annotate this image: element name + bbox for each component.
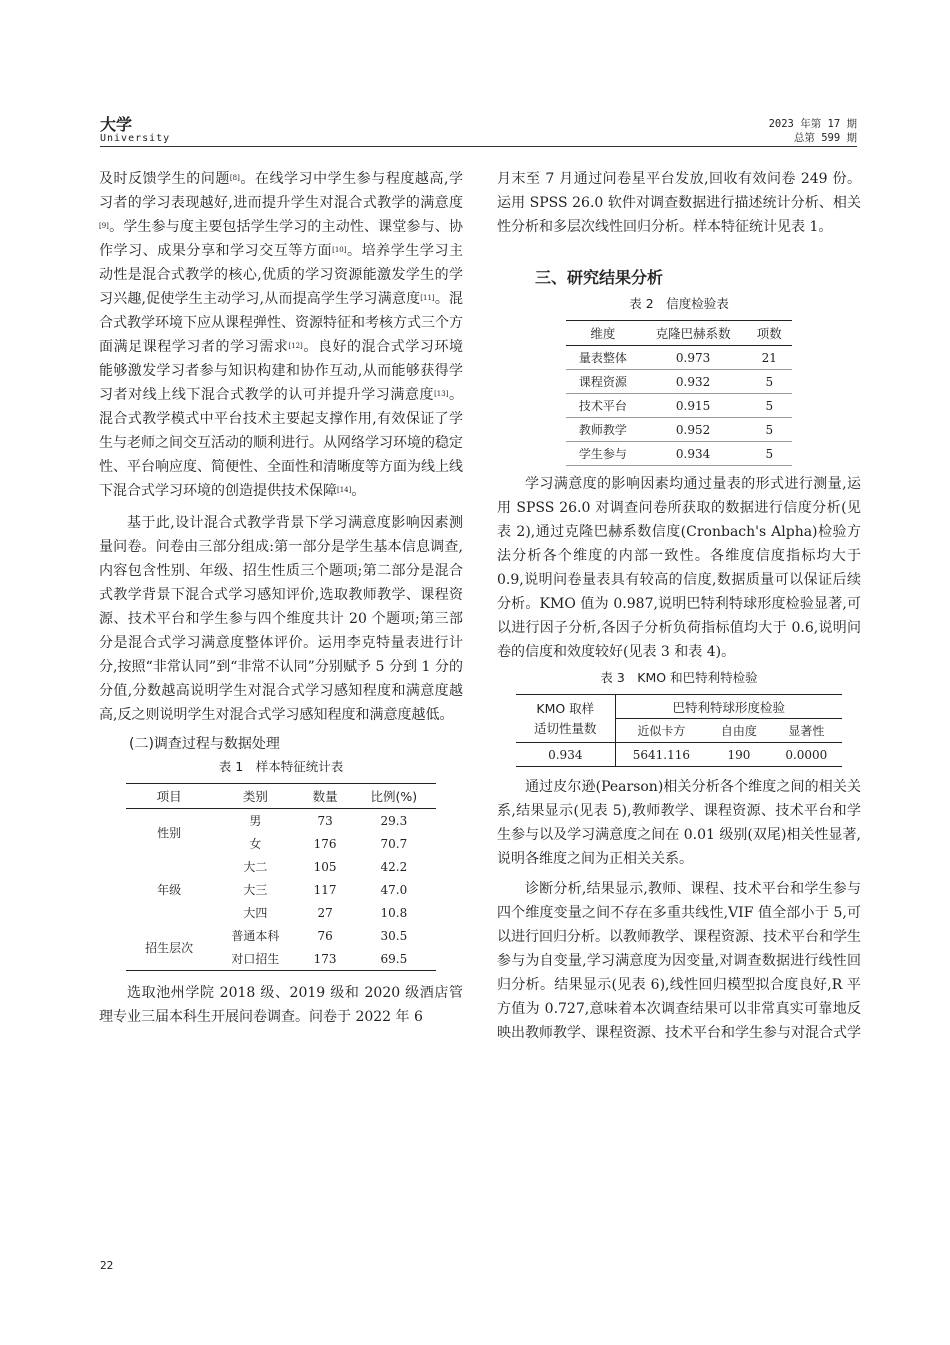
table-row: 教师教学 0.952 5 bbox=[566, 418, 792, 442]
journal-title: 大学 bbox=[100, 115, 133, 134]
table-row: 年级 大二 105 42.2 bbox=[157, 859, 408, 897]
paragraph: 通过皮尔逊(Pearson)相关分析各个维度之间的相关关系,结果显示(见表 5),教师教学、课程资源、技术平台和学生参与以及学习满意度之间在 0.01 级别(双尾)相关性显著,说明各维度之间为正相关关系。 bbox=[497, 779, 861, 867]
table-row: 量表整体 0.973 21 bbox=[566, 346, 792, 370]
paragraph: 基于此,设计混合式教学背景下学习满意度影响因素测量问卷。问卷由三部分组成:第一部分是学生基本信息调查,内容包含性别、年级、招生性质三个题项;第二部分是混合式教学背景下混合式学习感知评价,选取教师教学、课程资源、技术平台和学生参与四个维度共计 20 个题项;第三部分是混合式学习满意度整体评价。运用李克特量表进行计分,按照“非常认同”到“非常不认同”分别赋予 5 分到 1 分的分值,分数越高说明学生对混合式学习感知程度和满意度越高,反之则说明学生对混合式学习感知程度和满意度越低。 bbox=[99, 515, 463, 723]
paragraph: 及时反馈学生的问题[8]。在线学习中学生参与程度越高,学习者的学习表现越好,进而提升学生对混合式教学的满意度[9]。学生参与度主要包括学生学习的主动性、课堂参与、协作学习、成果分享和学习交互等方面[10]。培养学生学习主动性是混合式教学的核心,优质的学习资源能激发学生的学习兴趣,促使学生主动学习,从而提高学生学习满意度[11]。混合式教学环境下应从课程弹性、资源特征和考核方式三个方面满足课程学习者的学习需求[12]。良好的混合式学习环境能够激发学习者参与知识构建和协作互动,从而能够获得学习者对线上线下混合式教学的认可并提升学习满意度[13]。混合式教学模式中平台技术主要起支撑作用,有效保证了学生与老师之间交互活动的顺利进行。从网络学习环境的稳定性、平台响应度、简便性、全面性和清晰度等方面为线上线下混合式学习环境的创造提供技术保障[14]。 bbox=[99, 171, 464, 499]
table-row: 性别 男 73 29.3 bbox=[157, 813, 408, 840]
table-header: 类别 bbox=[212, 784, 298, 809]
section-heading: 三、研究结果分析 bbox=[535, 268, 664, 287]
issue-info bbox=[769, 117, 857, 145]
table-header: 巴特利特球形度检验 bbox=[615, 695, 842, 719]
table-header: 近似卡方 bbox=[615, 719, 707, 743]
table-row: 课程资源 0.932 5 bbox=[566, 370, 792, 394]
kmo-table bbox=[516, 694, 842, 767]
journal-subtitle: University bbox=[100, 133, 171, 144]
table-row: 对口招生 173 69.5 bbox=[231, 951, 408, 966]
table-caption: 表 3 KMO 和巴特利特检验 bbox=[600, 670, 758, 685]
table-header: 自由度 bbox=[707, 719, 770, 743]
table-header: 维度 bbox=[566, 321, 640, 346]
table-row: 学生参与 0.934 5 bbox=[566, 442, 792, 466]
table-caption: 表 1 样本特征统计表 bbox=[218, 759, 344, 774]
table-header: 项目 bbox=[126, 784, 212, 809]
issue-line: 2023 年第 17 期 bbox=[768, 118, 857, 130]
citation: [9] bbox=[99, 222, 109, 230]
table-row: 大四 27 10.8 bbox=[243, 905, 408, 920]
paragraph: 诊断分析,结果显示,教师、课程、技术平台和学生参与四个维度变量之间不存在多重共线性,VIF 值全部小于 5,可以进行回归分析。以教师教学、课程资源、技术平台和学生参与为自变量,学习满意度为因变量,对调查数据进行线性回归分析。结果显示(见表 6),线性回归模型拟合度良好,R 平方值为 0.727,意味着本次调查结果可以非常真实可靠地反映出教师教学、课程资源、技术平台和学生参与对混合式学 bbox=[497, 881, 861, 1041]
table-row: 0.934 5641.116 190 0.0000 bbox=[516, 743, 842, 767]
table-row: 招生层次 普通本科 76 30.5 bbox=[145, 928, 408, 955]
table-row: 大三 117 47.0 bbox=[243, 882, 408, 897]
paragraph: 学习满意度的影响因素均通过量表的形式进行测量,运用 SPSS 26.0 对调查问卷所获取的数据进行信度分析(见表 2),通过克隆巴赫系数信度(Cronbach's Alpha)检验方法分析各个维度的内部一致性。各维度信度指标均大于 0.9,说明问卷量表具有较高的信度,数据质量可以保证后续分析。KMO 值为 0.987,说明巴特利特球形度检验显著,可以进行因子分析,各因子分析负荷指标值均大于 0.6,说明问卷的信度和效度较好(见表 3 和表 4)。 bbox=[497, 476, 861, 660]
table-caption: 表 2 信度检验表 bbox=[629, 296, 729, 311]
right-column bbox=[497, 167, 861, 1045]
left-column bbox=[99, 167, 463, 1029]
page-number: 22 bbox=[100, 1259, 114, 1272]
total-issue-line: 总第 599 期 bbox=[793, 132, 857, 144]
table-header: 比例(%) bbox=[352, 784, 436, 809]
table-header: 项数 bbox=[747, 321, 792, 346]
reliability-table bbox=[566, 320, 792, 466]
table-header: 克隆巴赫系数 bbox=[640, 321, 747, 346]
section-heading: (二)调查过程与数据处理 bbox=[129, 736, 280, 752]
citation: [11] bbox=[420, 294, 435, 302]
header-rule bbox=[100, 146, 857, 147]
table-row: 技术平台 0.915 5 bbox=[566, 394, 792, 418]
table-header: KMO 取样 适切性量数 bbox=[516, 695, 615, 743]
table-header: 数量 bbox=[299, 784, 352, 809]
paragraph: 月末至 7 月通过问卷星平台发放,回收有效问卷 249 份。运用 SPSS 26.0 软件对调查数据进行描述统计分析、相关性分析和多层次线性回归分析。样本特征统计见表 1。 bbox=[497, 171, 861, 235]
citation: [10] bbox=[332, 246, 347, 254]
table-header: 显著性 bbox=[771, 719, 842, 743]
citation: [14] bbox=[337, 486, 352, 494]
table-row: 女 176 70.7 bbox=[249, 836, 408, 851]
sample-table bbox=[126, 783, 436, 971]
paragraph: 选取池州学院 2018 级、2019 级和 2020 级酒店管理专业三届本科生开展问卷调查。问卷于 2022 年 6 bbox=[99, 985, 463, 1025]
citation: [8] bbox=[229, 174, 240, 182]
citation: [12] bbox=[288, 342, 303, 350]
citation: [13] bbox=[434, 390, 449, 398]
